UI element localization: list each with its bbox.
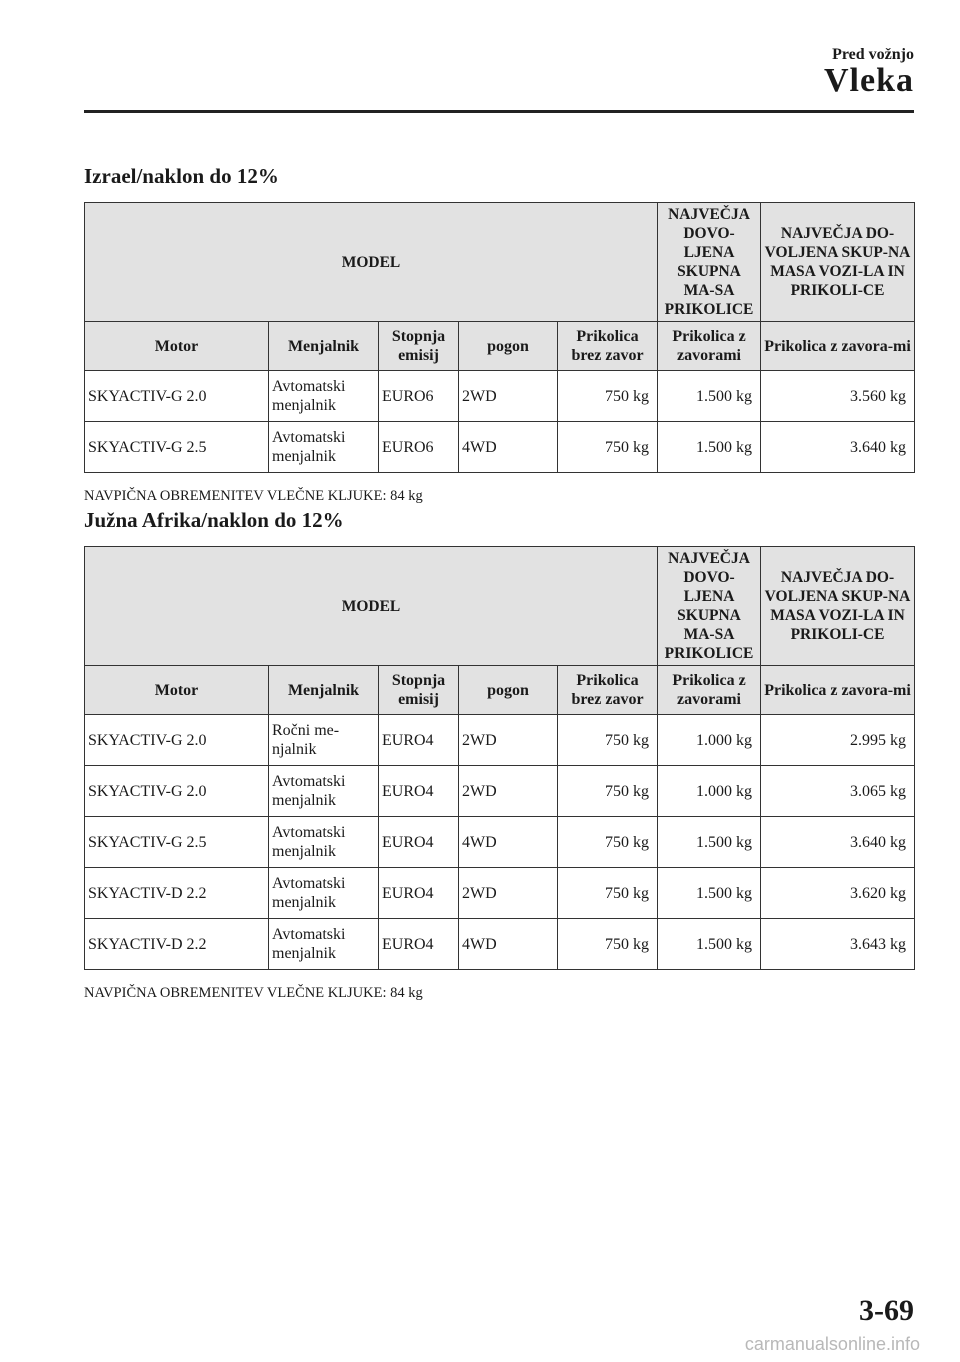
israel-note: NAVPIČNA OBREMENITEV VLEČNE KLJUKE: 84 kg (84, 488, 423, 504)
col-max-combined: NAJVEČJA DO-VOLJENA SKUP-NA MASA VOZI-LA IN PRIKOLI-CE (761, 547, 915, 666)
cell-skupna-masa: 3.065 kg (761, 766, 915, 817)
cell-brez-zavor: 750 kg (558, 715, 658, 766)
cell-motor: SKYACTIV-G 2.0 (85, 371, 269, 422)
col-motor: Motor (85, 666, 269, 715)
cell-pogon: 4WD (459, 422, 558, 473)
col-z-zavorami-skupna: Prikolica z zavora-mi (761, 322, 915, 371)
cell-menjalnik: Avtomatski menjalnik (269, 919, 379, 970)
cell-motor: SKYACTIV-D 2.2 (85, 919, 269, 970)
cell-stopnja: EURO4 (379, 919, 459, 970)
israel-table (84, 202, 915, 473)
cell-menjalnik: Avtomatski menjalnik (269, 371, 379, 422)
cell-stopnja: EURO4 (379, 868, 459, 919)
cell-menjalnik: Avtomatski menjalnik (269, 422, 379, 473)
cell-motor: SKYACTIV-G 2.0 (85, 766, 269, 817)
col-model: MODEL (85, 547, 658, 666)
cell-brez-zavor: 750 kg (558, 422, 658, 473)
cell-skupna-masa: 3.640 kg (761, 817, 915, 868)
cell-motor: SKYACTIV-G 2.5 (85, 422, 269, 473)
col-z-zavorami-skupna: Prikolica z zavora-mi (761, 666, 915, 715)
cell-z-zavorami: 1.000 kg (658, 766, 761, 817)
table-row (85, 766, 915, 817)
cell-brez-zavor: 750 kg (558, 868, 658, 919)
cell-skupna-masa: 2.995 kg (761, 715, 915, 766)
col-max-trailer: NAJVEČJA DOVO-LJENA SKUPNA MA-SA PRIKOLICE (658, 203, 761, 322)
cell-stopnja: EURO6 (379, 371, 459, 422)
header-section-label: Pred vožnjo (832, 46, 914, 63)
cell-motor: SKYACTIV-D 2.2 (85, 868, 269, 919)
cell-skupna-masa: 3.640 kg (761, 422, 915, 473)
south-africa-rows (85, 715, 915, 970)
cell-stopnja: EURO6 (379, 422, 459, 473)
col-z-zavorami: Prikolica z zavorami (658, 322, 761, 371)
col-brez-zavor: Prikolica brez zavor (558, 322, 658, 371)
cell-z-zavorami: 1.500 kg (658, 868, 761, 919)
cell-motor: SKYACTIV-G 2.5 (85, 817, 269, 868)
col-max-combined: NAJVEČJA DO-VOLJENA SKUP-NA MASA VOZI-LA IN PRIKOLI-CE (761, 203, 915, 322)
south-africa-title: Južna Afrika/naklon do 12% (84, 508, 344, 532)
col-pogon: pogon (459, 666, 558, 715)
cell-stopnja: EURO4 (379, 817, 459, 868)
cell-stopnja: EURO4 (379, 715, 459, 766)
header-rule (84, 110, 914, 113)
cell-brez-zavor: 750 kg (558, 919, 658, 970)
cell-pogon: 4WD (459, 919, 558, 970)
col-motor: Motor (85, 322, 269, 371)
cell-stopnja: EURO4 (379, 766, 459, 817)
cell-z-zavorami: 1.500 kg (658, 817, 761, 868)
col-menjalnik: Menjalnik (269, 666, 379, 715)
page-number: 3-69 (859, 1294, 914, 1327)
cell-skupna-masa: 3.560 kg (761, 371, 915, 422)
col-pogon: pogon (459, 322, 558, 371)
watermark: carmanualsonline.info (744, 1334, 920, 1354)
south-africa-table (84, 546, 915, 970)
table-row (85, 868, 915, 919)
header-title: Vleka (824, 62, 914, 99)
cell-pogon: 2WD (459, 715, 558, 766)
israel-section (84, 164, 914, 505)
cell-menjalnik: Avtomatski menjalnik (269, 766, 379, 817)
cell-brez-zavor: 750 kg (558, 766, 658, 817)
cell-skupna-masa: 3.643 kg (761, 919, 915, 970)
col-model: MODEL (85, 203, 658, 322)
israel-title: Izrael/naklon do 12% (84, 164, 279, 188)
south-africa-note: NAVPIČNA OBREMENITEV VLEČNE KLJUKE: 84 kg (84, 985, 423, 1001)
table-row (85, 919, 915, 970)
table-row (85, 371, 915, 422)
table-row (85, 422, 915, 473)
cell-skupna-masa: 3.620 kg (761, 868, 915, 919)
cell-pogon: 2WD (459, 766, 558, 817)
cell-motor: SKYACTIV-G 2.0 (85, 715, 269, 766)
cell-menjalnik: Avtomatski menjalnik (269, 817, 379, 868)
cell-brez-zavor: 750 kg (558, 371, 658, 422)
south-africa-section (84, 508, 914, 1002)
cell-pogon: 4WD (459, 817, 558, 868)
cell-z-zavorami: 1.500 kg (658, 919, 761, 970)
col-stopnja: Stopnja emisij (379, 322, 459, 371)
table-row (85, 715, 915, 766)
cell-z-zavorami: 1.500 kg (658, 422, 761, 473)
col-stopnja: Stopnja emisij (379, 666, 459, 715)
col-brez-zavor: Prikolica brez zavor (558, 666, 658, 715)
cell-brez-zavor: 750 kg (558, 817, 658, 868)
cell-z-zavorami: 1.000 kg (658, 715, 761, 766)
cell-pogon: 2WD (459, 868, 558, 919)
cell-menjalnik: Avtomatski menjalnik (269, 868, 379, 919)
israel-rows (85, 371, 915, 473)
col-z-zavorami: Prikolica z zavorami (658, 666, 761, 715)
table-row (85, 817, 915, 868)
col-menjalnik: Menjalnik (269, 322, 379, 371)
cell-z-zavorami: 1.500 kg (658, 371, 761, 422)
col-max-trailer: NAJVEČJA DOVO-LJENA SKUPNA MA-SA PRIKOLICE (658, 547, 761, 666)
cell-pogon: 2WD (459, 371, 558, 422)
cell-menjalnik: Ročni me-njalnik (269, 715, 379, 766)
